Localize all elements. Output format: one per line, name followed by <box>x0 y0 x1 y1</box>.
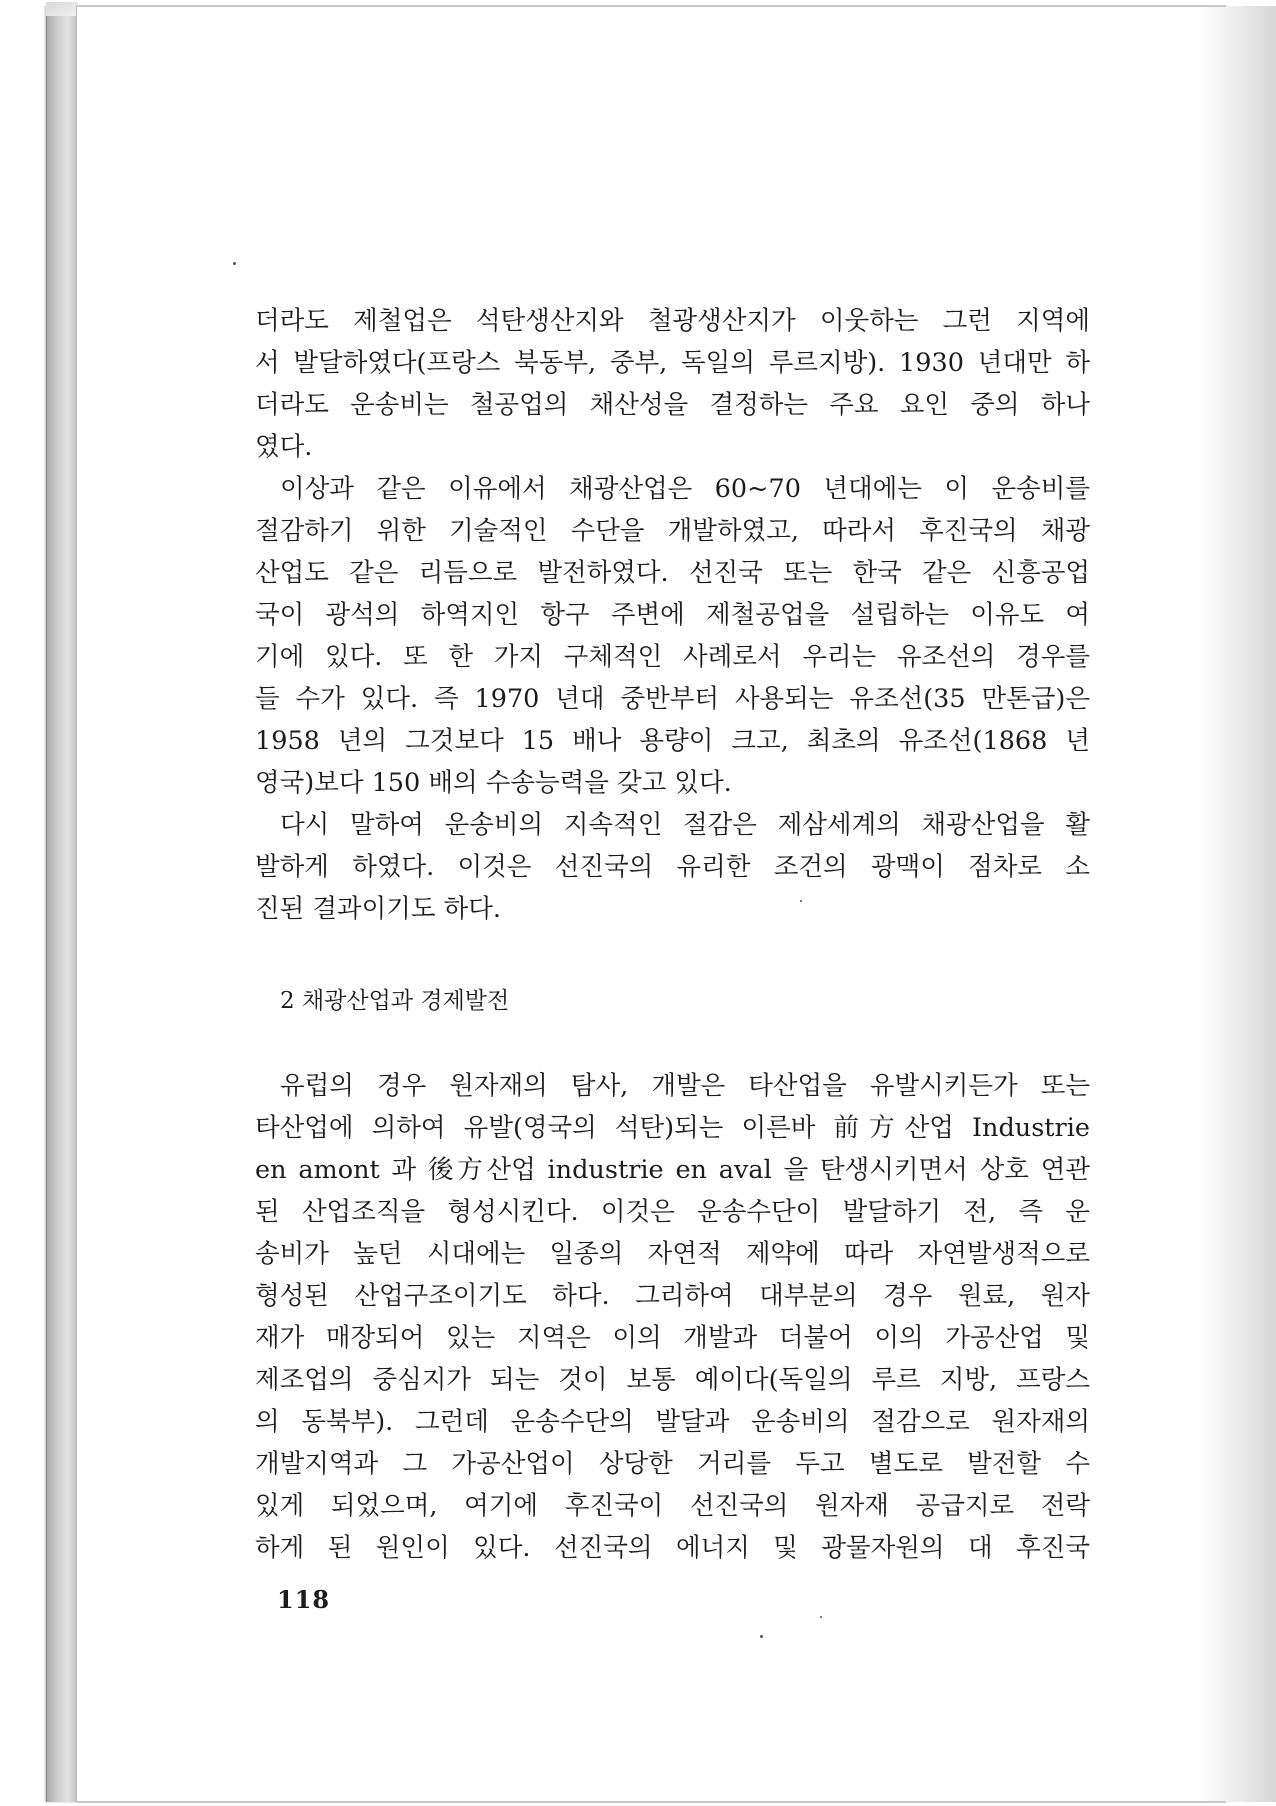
scan-speck <box>820 1616 822 1618</box>
text-line: 있게 되었으며, 여기에 후진국이 선진국의 원자재 공급지로 전락 <box>255 1491 1090 1521</box>
text-line: 발하게 하였다. 이것은 선진국의 유리한 조건의 광맥이 점차로 소 <box>255 852 1090 882</box>
text-line: 절감하기 위한 기술적인 수단을 개발하였고, 따라서 후진국의 채광 <box>255 516 1090 546</box>
text-line: 서 발달하였다(프랑스 북동부, 중부, 독일의 루르지방). 1930 년대만 하 <box>255 348 1090 378</box>
text-line: 송비가 높던 시대에는 일종의 자연적 제약에 따라 자연발생적으로 <box>255 1239 1090 1269</box>
body-text-bottom <box>255 1065 1090 1569</box>
text-line: 영국)보다 150 배의 수송능력을 갖고 있다. <box>255 768 732 798</box>
text-line: 산업도 같은 리듬으로 발전하였다. 선진국 또는 한국 같은 신흥공업 <box>255 558 1090 588</box>
page-edge-shadow <box>1196 6 1276 1802</box>
text-line: 들 수가 있다. 즉 1970 년대 중반부터 사용되는 유조선(35 만톤급)은 <box>255 684 1090 714</box>
text-line: 재가 매장되어 있는 지역은 이의 개발과 더불어 이의 가공산업 및 <box>255 1323 1090 1353</box>
text-line: 1958 년의 그것보다 15 배나 용량이 크고, 최초의 유조선(1868 년 <box>255 726 1090 756</box>
text-line: 기에 있다. 또 한 가지 구체적인 사례로서 우리는 유조선의 경우를 <box>255 642 1090 672</box>
text-line: en amont 과 後方산업 industrie en aval 을 탄생시키면서 상호 연관 <box>255 1155 1090 1185</box>
text-line: 의 동북부). 그런데 운송수단의 발달과 운송비의 절감으로 원자재의 <box>255 1407 1090 1437</box>
text-line: 제조업의 중심지가 되는 것이 보통 예이다(독일의 루르 지방, 프랑스 <box>255 1365 1090 1395</box>
page-bottom-edge <box>76 1801 1226 1803</box>
scan-speck <box>800 900 802 902</box>
text-line: 이상과 같은 이유에서 채광산업은 60~70 년대에는 이 운송비를 <box>280 474 1090 504</box>
book-spine <box>46 6 77 1802</box>
text-line: 진된 결과이기도 하다. <box>255 894 502 924</box>
text-line: 된 산업조직을 형성시킨다. 이것은 운송수단이 발달하기 전, 즉 운 <box>255 1197 1090 1227</box>
text-line: 였다. <box>255 432 313 462</box>
body-text-top <box>255 300 1090 930</box>
scan-speck <box>760 1635 763 1638</box>
text-line: 국이 광석의 하역지인 항구 주변에 제철공업을 설립하는 이유도 여 <box>255 600 1090 630</box>
text-line: 타산업에 의하여 유발(영국의 석탄)되는 이른바 前方산업 Industrie <box>255 1113 1090 1143</box>
scan-speck <box>233 262 236 265</box>
text-line: 다시 말하여 운송비의 지속적인 절감은 제삼세계의 채광산업을 활 <box>280 810 1090 840</box>
section-heading: 2 채광산업과 경제발전 <box>280 988 510 1014</box>
book-spine-top <box>46 2 78 16</box>
page-top-edge <box>76 5 1226 7</box>
text-line: 유럽의 경우 원자재의 탐사, 개발은 타산업을 유발시키든가 또는 <box>280 1071 1090 1101</box>
text-line: 개발지역과 그 가공산업이 상당한 거리를 두고 별도로 발전할 수 <box>255 1449 1090 1479</box>
text-line: 형성된 산업구조이기도 하다. 그리하여 대부분의 경우 원료, 원자 <box>255 1281 1090 1311</box>
text-line: 하게 된 원인이 있다. 선진국의 에너지 및 광물자원의 대 후진국 <box>255 1533 1090 1563</box>
text-line: 더라도 운송비는 철공업의 채산성을 결정하는 주요 요인 중의 하나 <box>255 390 1090 420</box>
page-number: 118 <box>277 1585 331 1614</box>
text-line: 더라도 제철업은 석탄생산지와 철광생산지가 이웃하는 그런 지역에 <box>255 306 1090 336</box>
